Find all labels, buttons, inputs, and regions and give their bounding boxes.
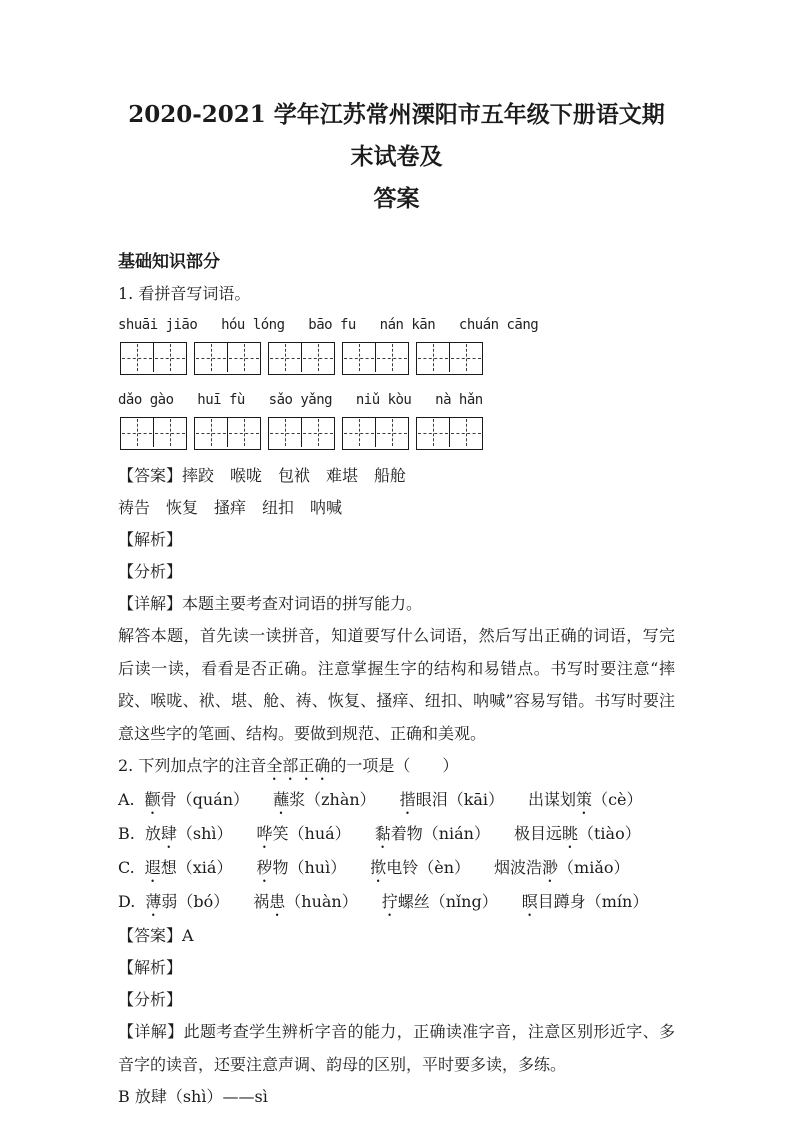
answer-grid-cell xyxy=(375,343,408,372)
text-segment: 放 xyxy=(144,824,161,843)
answer-grid-cell xyxy=(269,343,301,372)
dotted-char: 瞑 xyxy=(521,892,538,911)
text-segment: （shì） xyxy=(176,824,257,843)
answer-grid-cell xyxy=(227,418,260,447)
q2-option-a xyxy=(118,784,675,818)
dotted-char: 颧 xyxy=(144,790,161,809)
text-segment: 着物（nián） 极目远 xyxy=(390,824,562,843)
answer-grid-cell xyxy=(301,418,334,447)
q2-option-b xyxy=(118,818,675,852)
q1-answer-line-2: 祷告 恢复 搔痒 纽扣 呐喊 xyxy=(118,498,343,517)
q1-detail-intro: 【详解】本题主要考查对词语的拼写能力。 xyxy=(118,594,423,613)
q2-option-b-label: B. xyxy=(118,824,135,843)
q1-fenxi-label: 【分析】 xyxy=(118,562,183,581)
dotted-char: 眺 xyxy=(561,824,578,843)
q2-answer-line: 【答案】A xyxy=(118,926,194,945)
dotted-char: 遐 xyxy=(144,858,161,877)
q1-answer-grid-row-2 xyxy=(120,417,675,450)
text-segment: 弱（bó） 祸 xyxy=(161,892,270,911)
q1-detail-body: 解答本题，首先读一读拼音，知道要写什么词语，然后写出正确的词语，写完后读一读，看看是否正确。注意掌握生字的结构和易错点。书写时要注意“摔跤、喉咙、袱、堪、舱、祷、恢复、搔痒、纽扣、呐喊”容易写错。书写时要注意这些字的笔画、结构。要做到规范、正确和美观。 xyxy=(118,626,675,743)
q1-jiexi-label: 【解析】 xyxy=(118,530,183,549)
q2-jiexi-label: 【解析】 xyxy=(118,958,183,977)
answer-grid-group xyxy=(342,342,409,375)
q1-answer-grid-row-1 xyxy=(120,342,675,375)
answer-grid-group xyxy=(416,342,483,375)
text-segment: 眼泪（kāi） 出谋划 xyxy=(415,790,577,809)
q2-option-a-label: A. xyxy=(118,790,135,809)
q2-option-d xyxy=(118,886,675,920)
answer-grid-cell xyxy=(153,343,186,372)
title-line-1: 2020-2021 学年江苏常州溧阳市五年级下册语文期末试卷及 xyxy=(128,101,665,170)
answer-grid-cell xyxy=(449,343,482,372)
text-segment: 螺丝（nǐng） xyxy=(397,892,522,911)
dotted-char: 薄 xyxy=(145,892,162,911)
dotted-char: 哗 xyxy=(256,824,273,843)
text-segment: （tiào） xyxy=(578,824,641,843)
q2-option-d-text xyxy=(145,892,648,911)
answer-grid-cell xyxy=(153,418,186,447)
answer-grid-cell xyxy=(269,418,301,447)
dotted-char: 拧 xyxy=(381,892,398,911)
answer-grid-group xyxy=(416,417,483,450)
answer-grid-group xyxy=(194,342,261,375)
q1-answer-line-1: 【答案】摔跤 喉咙 包袱 难堪 船舱 xyxy=(118,466,407,485)
answer-grid-cell xyxy=(121,343,153,372)
dotted-char: 秽 xyxy=(256,858,273,877)
text-segment: 目蹲身（mín） xyxy=(537,892,649,911)
dotted-char: 策 xyxy=(576,790,593,809)
answer-grid-cell xyxy=(195,343,227,372)
text-segment: 电铃（èn） 烟波浩 xyxy=(386,858,543,877)
text-segment: （miǎo） xyxy=(558,858,630,877)
q2-note-line: B 放肆（shì）——sì xyxy=(118,1087,268,1106)
answer-grid-group xyxy=(120,342,187,375)
text-segment: 浆（zhàn） xyxy=(289,790,400,809)
q2-option-c-label: C. xyxy=(118,858,135,877)
dotted-char: 患 xyxy=(269,892,286,911)
text-segment: （huàn） xyxy=(285,892,382,911)
answer-grid-cell xyxy=(195,418,227,447)
q1-pinyin-row-1: shuāi jiāo hóu lóng bāo fu nán kān chuán cāng xyxy=(118,317,539,333)
q2-stem xyxy=(118,750,675,784)
q1-stem: 1. 看拼音写词语。 xyxy=(118,284,251,303)
title-line-2: 答案 xyxy=(373,185,420,212)
text-segment: （cè） xyxy=(592,790,643,809)
answer-grid-cell xyxy=(301,343,334,372)
section-heading: 基础知识部分 xyxy=(118,252,220,272)
dotted-char: 揿 xyxy=(370,858,387,877)
q1-pinyin-row-2: dǎo gào huī fù sǎo yǎng niǔ kòu nà hǎn xyxy=(118,392,483,408)
dotted-char: 黏 xyxy=(374,824,391,843)
text-segment: 笑（huá） xyxy=(272,824,375,843)
text-segment: 的一项是（ ） xyxy=(330,756,459,775)
dotted-char: 全部正确 xyxy=(266,756,331,775)
q2-detail-body: 【详解】此题考查学生辨析字音的能力，正确读准字音，注意区别形近字、多音字的读音，还要注意声调、韵母的区别，平时要多读，多练。 xyxy=(118,1022,675,1074)
answer-grid-group xyxy=(268,417,335,450)
answer-grid-cell xyxy=(449,418,482,447)
q2-option-a-text xyxy=(145,790,643,809)
answer-grid-cell xyxy=(227,343,260,372)
q2-option-c-text xyxy=(145,858,630,877)
dotted-char: 肆 xyxy=(160,824,177,843)
answer-grid-group xyxy=(342,417,409,450)
answer-grid-cell xyxy=(417,343,449,372)
q2-option-c xyxy=(118,852,675,886)
answer-grid-cell xyxy=(121,418,153,447)
q2-option-d-label: D. xyxy=(118,892,136,911)
answer-grid-group xyxy=(268,342,335,375)
text-segment: 物（huì） xyxy=(272,858,371,877)
text-segment: 想（xiá） xyxy=(160,858,257,877)
answer-grid-group xyxy=(120,417,187,450)
dotted-char: 渺 xyxy=(542,858,559,877)
answer-grid-cell xyxy=(417,418,449,447)
answer-grid-group xyxy=(194,417,261,450)
text-segment: 骨（quán） xyxy=(160,790,274,809)
dotted-char: 揩 xyxy=(399,790,416,809)
answer-grid-cell xyxy=(375,418,408,447)
answer-grid-cell xyxy=(343,343,375,372)
document-title xyxy=(118,94,675,220)
q2-fenxi-label: 【分析】 xyxy=(118,990,183,1009)
text-segment: 2. 下列加点字的注音 xyxy=(118,756,267,775)
q2-option-b-text xyxy=(145,824,641,843)
answer-grid-cell xyxy=(343,418,375,447)
dotted-char: 蘸 xyxy=(273,790,290,809)
